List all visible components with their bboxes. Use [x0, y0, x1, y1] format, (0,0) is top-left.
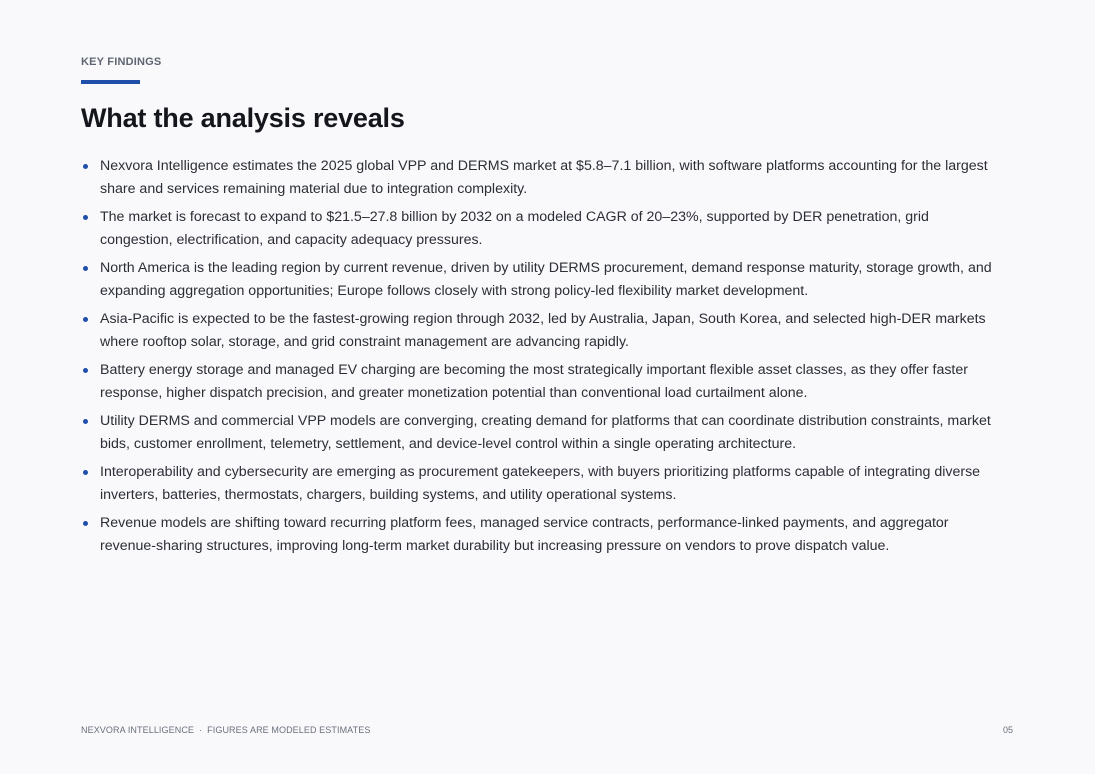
footer-disclaimer: FIGURES ARE MODELED ESTIMATES	[207, 725, 371, 735]
finding-text: Nexvora Intelligence estimates the 2025 global VPP and DERMS market at $5.8–7.1 billion, with software platforms accounting for the largest share and services remaining material due to integration complexity.	[100, 158, 988, 197]
bullet-icon	[83, 470, 88, 475]
bullet-icon	[83, 368, 88, 373]
finding-item	[81, 461, 1001, 506]
finding-text: The market is forecast to expand to $21.5–27.8 billion by 2032 on a modeled CAGR of 20–23%, supported by DER penetration, grid congestion, electrification, and capacity adequacy pressures.	[100, 209, 929, 248]
bullet-icon	[83, 266, 88, 271]
finding-item	[81, 359, 1001, 404]
finding-item	[81, 308, 1001, 353]
finding-text: Interoperability and cybersecurity are emerging as procurement gatekeepers, with buyers prioritizing platforms capable of integrating diverse inverters, batteries, thermostats, chargers, building systems, and utility operational systems.	[100, 464, 981, 503]
footer-note	[81, 725, 370, 735]
accent-rule	[81, 80, 140, 84]
page-title: What the analysis reveals	[81, 103, 405, 133]
finding-item	[81, 206, 1001, 251]
bullet-icon	[83, 317, 88, 322]
footer-separator: ·	[199, 725, 203, 735]
finding-item	[81, 257, 1001, 302]
finding-item	[81, 155, 1001, 200]
bullet-icon	[83, 215, 88, 220]
finding-item	[81, 410, 1001, 455]
finding-item	[81, 512, 1001, 557]
finding-text: Battery energy storage and managed EV charging are becoming the most strategically important flexible asset classes, as they offer faster response, higher dispatch precision, and greater monetization potential than conventional load curtailment alone.	[100, 362, 968, 401]
finding-text: Utility DERMS and commercial VPP models are converging, creating demand for platforms that can coordinate distribution constraints, market bids, customer enrollment, telemetry, settlement, and device-level control within a single operating architecture.	[100, 413, 991, 452]
bullet-icon	[83, 521, 88, 526]
footer-brand: NEXVORA INTELLIGENCE	[81, 725, 195, 735]
page-number: 05	[1002, 725, 1013, 735]
finding-text: North America is the leading region by current revenue, driven by utility DERMS procurement, demand response maturity, storage growth, and expanding aggregation opportunities; Europe follows closely with strong policy-led flexibility market development.	[100, 260, 992, 299]
section-eyebrow: KEY FINDINGS	[81, 56, 162, 68]
finding-text: Asia-Pacific is expected to be the fastest-growing region through 2032, led by Australia, Japan, South Korea, and selected high-DER markets where rooftop solar, storage, and grid constraint management are advancing rapidly.	[100, 311, 986, 350]
finding-text: Revenue models are shifting toward recurring platform fees, managed service contracts, performance-linked payments, and aggregator revenue-sharing structures, improving long-term market durability but increasing pressure on vendors to prove dispatch value.	[100, 515, 949, 554]
bullet-icon	[83, 419, 88, 424]
bullet-icon	[83, 164, 88, 169]
findings-list	[81, 155, 1001, 563]
